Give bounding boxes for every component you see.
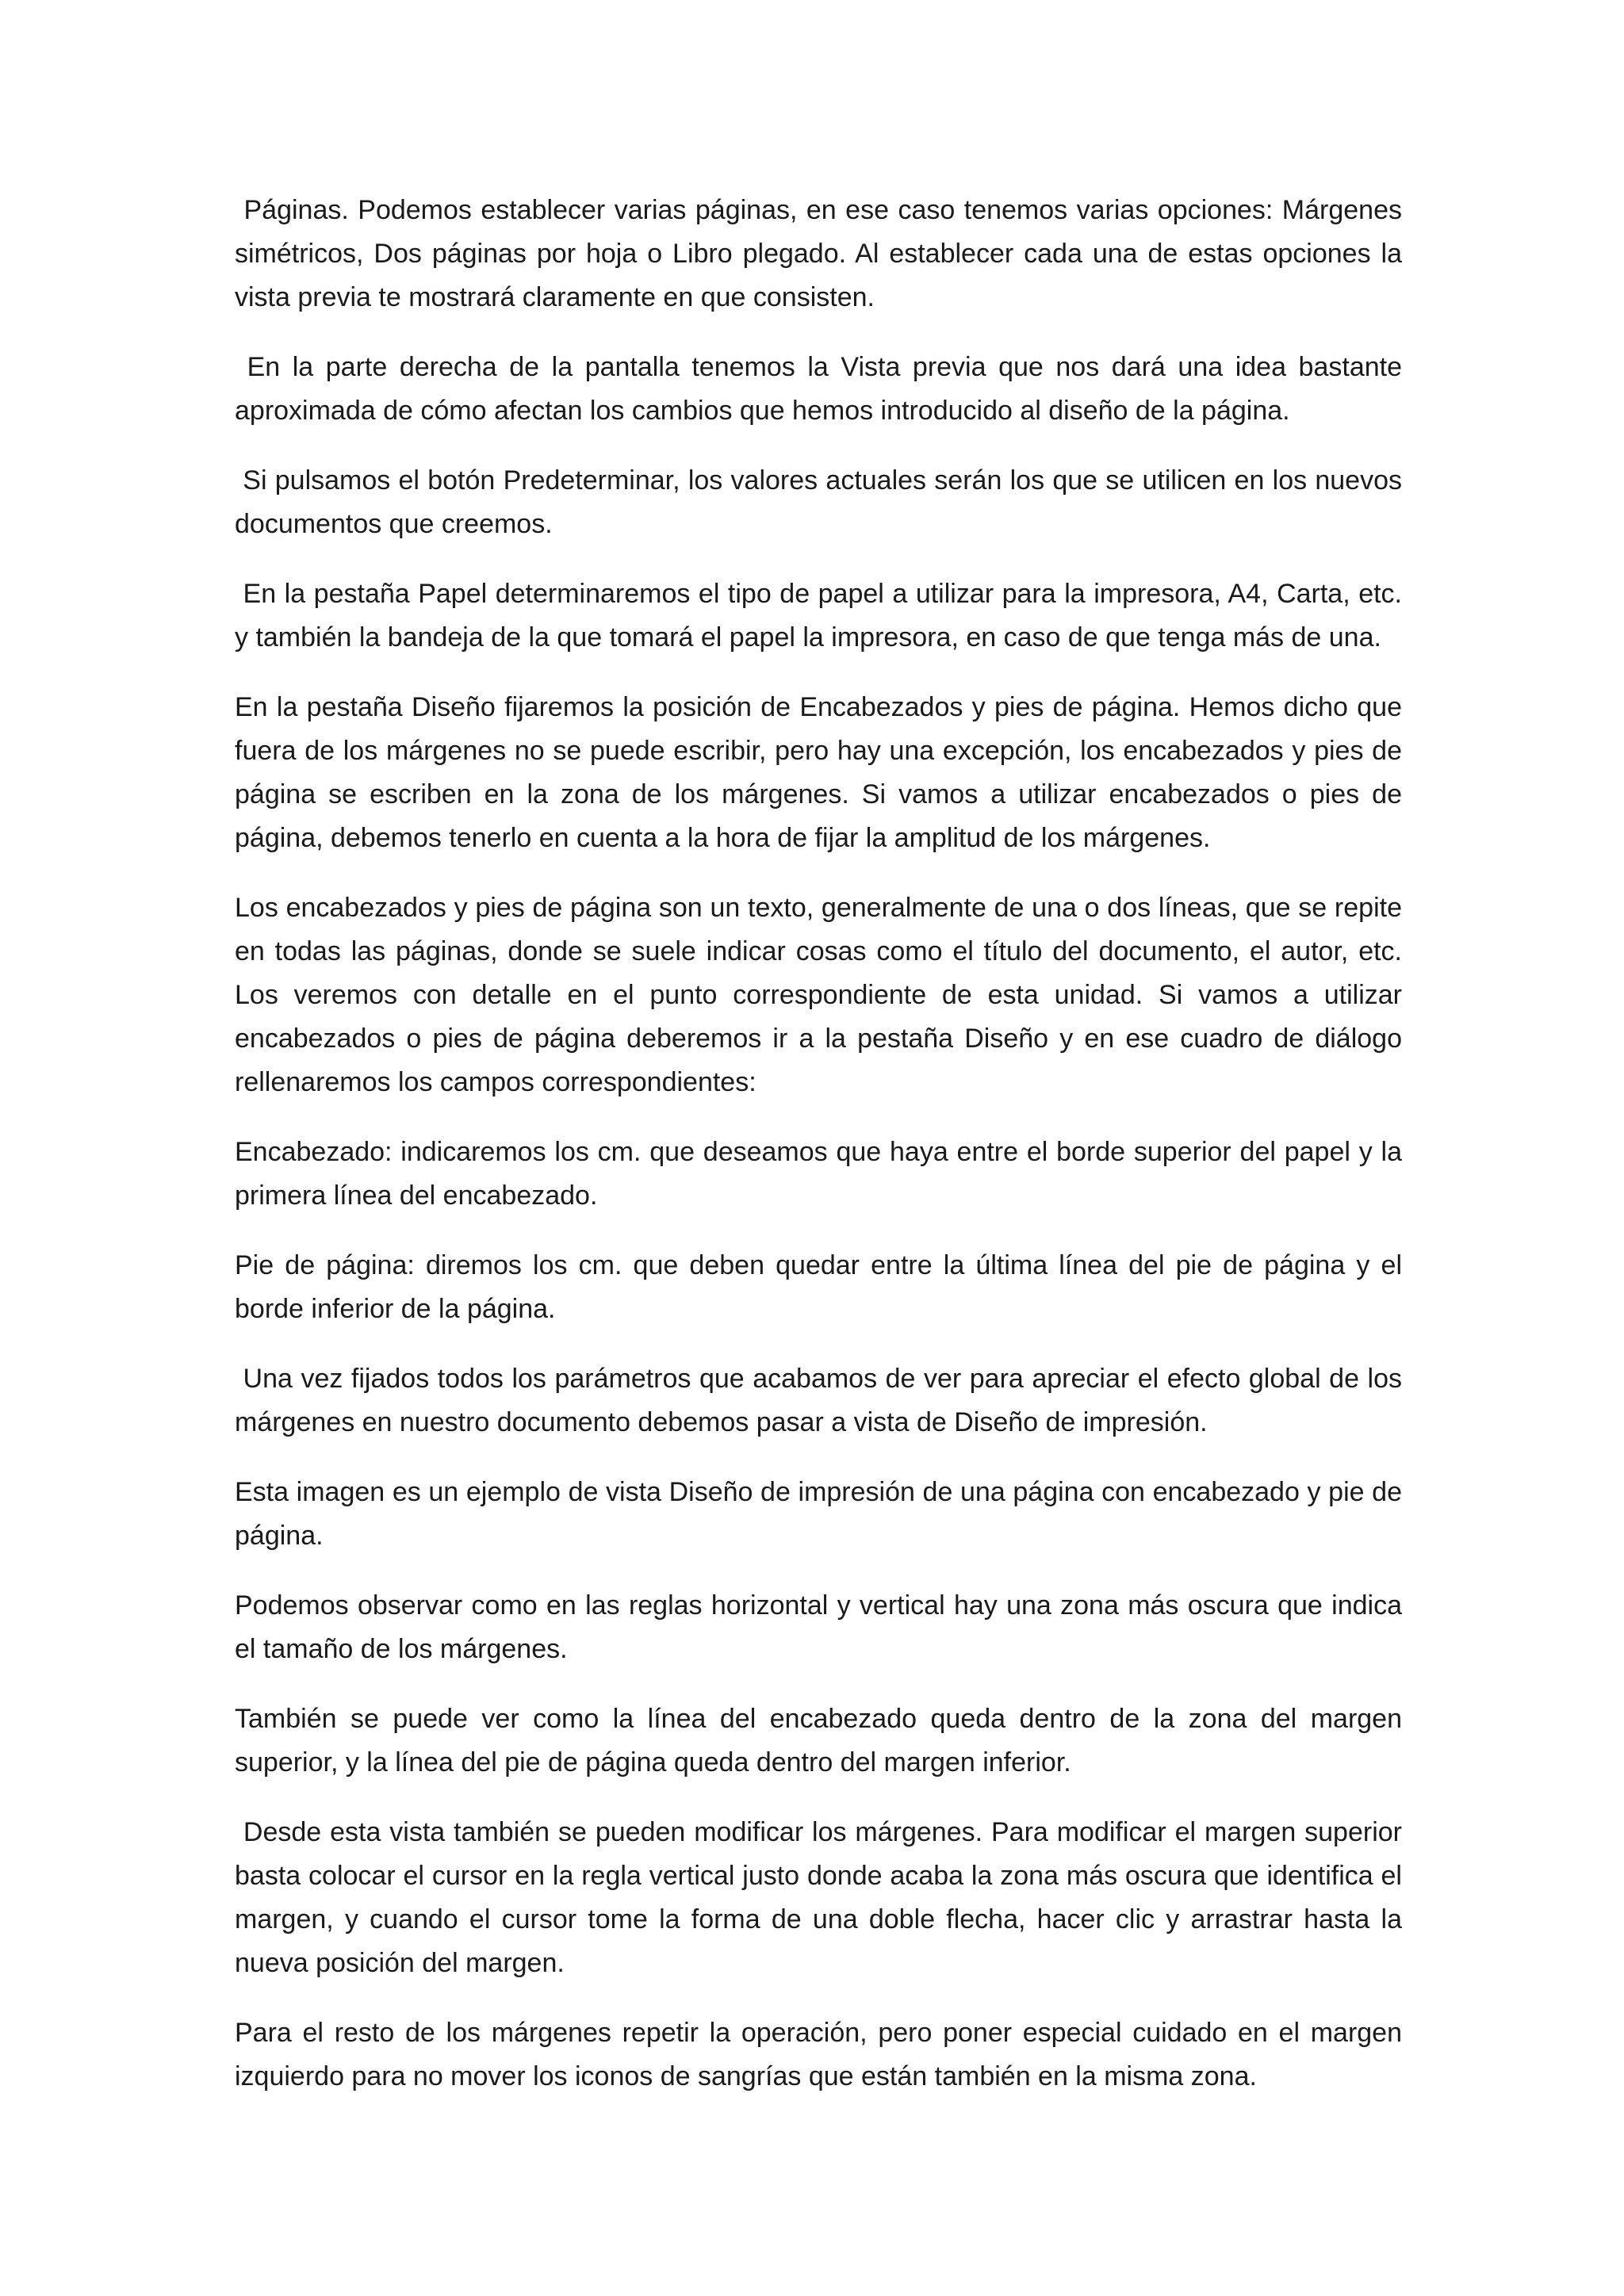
paragraph-reglas: Podemos observar como en las reglas horizontal y vertical hay una zona más oscura que indica el tamaño de los márgenes. — [235, 1590, 1410, 1664]
paragraph-imagen-ejemplo: Esta imagen es un ejemplo de vista Diseño de impresión de una página con encabezado y pie de página. — [235, 1477, 1410, 1551]
paragraph-parametros: Una vez fijados todos los parámetros que acabamos de ver para apreciar el efecto global de los márgenes en nuestro documento debemos pasar a vista de Diseño de impresión. — [235, 1364, 1410, 1437]
paragraph-vista-previa: En la parte derecha de la pantalla tenemos la Vista previa que nos dará una idea bastante aproximada de cómo afectan los cambios que hemos introducido al diseño de la página. — [235, 352, 1410, 426]
paragraph-pestana-papel: En la pestaña Papel determinaremos el tipo de papel a utilizar para la impresora, A4, Carta, etc. y también la bandeja de la que tomará el papel la impresora, en caso de que tenga más de una. — [235, 579, 1410, 652]
paragraph-resto-margenes: Para el resto de los márgenes repetir la operación, pero poner especial cuidado en el margen izquierdo para no mover los iconos de sangrías que están también en la misma zona. — [235, 2018, 1410, 2091]
paragraph-paginas: Páginas. Podemos establecer varias páginas, en ese caso tenemos varias opciones: Márgenes simétricos, Dos páginas por hoja o Libro plegado. Al establecer cada una de estas opciones la vista previa te mostrará claramente en que consisten. — [235, 195, 1410, 312]
paragraph-pestana-diseno: En la pestaña Diseño fijaremos la posición de Encabezados y pies de página. Hemos dicho que fuera de los márgenes no se puede escribir, pero hay una excepción, los encabezados y pies de página se escriben en la zona de los márgenes. Si vamos a utilizar encabezados o pies de página, debemos tenerlo en cuenta a la hora de fijar la amplitud de los márgenes. — [235, 692, 1410, 853]
paragraph-modificar-margenes: Desde esta vista también se pueden modificar los márgenes. Para modificar el margen superior basta colocar el cursor en la regla vertical justo donde acaba la zona más oscura que identifica el margen, y cuando el cursor tome la forma de una doble flecha, hacer clic y arrastrar hasta la nueva posición del margen. — [235, 1817, 1410, 1978]
document-body — [235, 189, 1410, 2125]
paragraph-encabezados-pies: Los encabezados y pies de página son un texto, generalmente de una o dos líneas, que se repite en todas las páginas, donde se suele indicar cosas como el título del documento, el autor, etc. Los veremos con detalle en el punto correspondiente de esta unidad. Si vamos a utilizar encabezados o pies de página deberemos ir a la pestaña Diseño y en ese cuadro de diálogo rellenaremos los campos correspondientes: — [235, 893, 1410, 1097]
paragraph-encabezado: Encabezado: indicaremos los cm. que deseamos que haya entre el borde superior del papel y la primera línea del encabezado. — [235, 1137, 1410, 1211]
paragraph-pie-de-pagina: Pie de página: diremos los cm. que deben quedar entre la última línea del pie de página y el borde inferior de la página. — [235, 1250, 1410, 1324]
paragraph-predeterminar: Si pulsamos el botón Predeterminar, los valores actuales serán los que se utilicen en los nuevos documentos que creemos. — [235, 465, 1410, 539]
paragraph-linea-encabezado: También se puede ver como la línea del encabezado queda dentro de la zona del margen superior, y la línea del pie de página queda dentro del margen inferior. — [235, 1704, 1410, 1777]
